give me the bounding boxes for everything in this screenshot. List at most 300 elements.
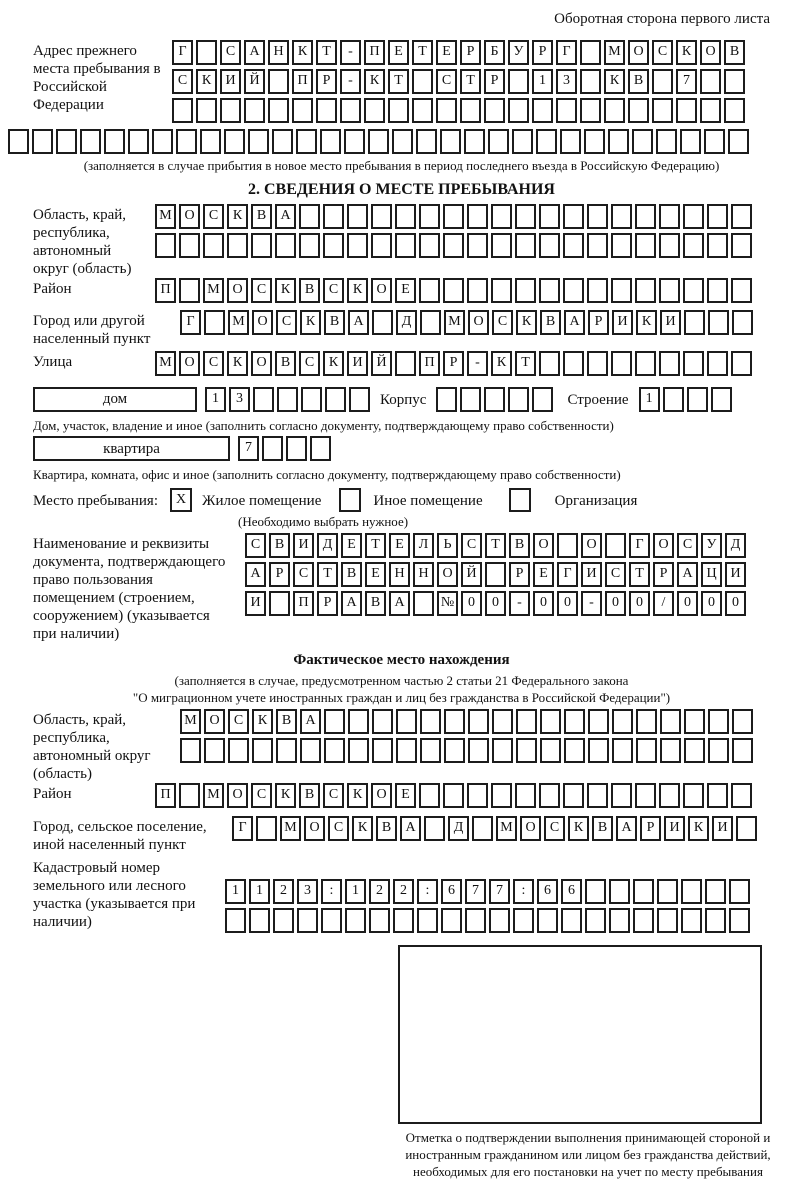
char-cell	[395, 204, 416, 229]
char-cell	[301, 387, 322, 412]
kvartira-block	[33, 436, 770, 465]
char-cell	[225, 908, 246, 933]
char-cell: С	[328, 816, 349, 841]
char-cell: :	[417, 879, 438, 904]
fact-gorod-block	[33, 816, 770, 854]
char-cell	[612, 709, 633, 734]
char-cell	[636, 738, 657, 763]
char-cell: К	[275, 783, 296, 808]
char-cell	[256, 816, 277, 841]
char-cell: К	[292, 40, 313, 65]
char-cell: Е	[389, 533, 410, 558]
gorod-block	[33, 310, 770, 348]
char-cell	[564, 709, 585, 734]
char-cell	[395, 351, 416, 376]
char-cell: В	[269, 533, 290, 558]
fact-oblast-block	[33, 709, 770, 783]
stamp-area	[398, 945, 762, 1124]
char-cell	[732, 738, 753, 763]
char-cell: 6	[441, 879, 462, 904]
char-cell: Й	[461, 562, 482, 587]
char-cell: 1	[532, 69, 553, 94]
char-cell	[540, 709, 561, 734]
char-cell	[632, 129, 653, 154]
char-cell	[424, 816, 445, 841]
char-cell: Н	[268, 40, 289, 65]
char-cell	[657, 908, 678, 933]
char-cell: Г	[629, 533, 650, 558]
dom-note: Дом, участок, владение и иное (заполнить согласно документу, подтверждающему право собственности)	[33, 417, 614, 433]
char-cell	[436, 387, 457, 412]
char-cell	[176, 129, 197, 154]
char-cell	[371, 204, 392, 229]
char-cell	[580, 40, 601, 65]
char-cell	[272, 129, 293, 154]
char-cell: И	[581, 562, 602, 587]
char-cell	[492, 738, 513, 763]
char-cell: :	[321, 879, 342, 904]
char-cell: В	[724, 40, 745, 65]
char-cell: Й	[244, 69, 265, 94]
char-cell: К	[227, 351, 248, 376]
gorod-row	[180, 310, 753, 335]
char-cell: Р	[460, 40, 481, 65]
char-cell	[724, 69, 745, 94]
char-cell	[484, 387, 505, 412]
char-cell	[659, 783, 680, 808]
char-cell	[539, 233, 560, 258]
char-cell: А	[245, 562, 266, 587]
char-cell: 3	[229, 387, 250, 412]
char-cell	[8, 129, 29, 154]
char-cell	[413, 591, 434, 616]
char-cell	[508, 69, 529, 94]
char-cell	[605, 533, 626, 558]
char-cell: Т	[317, 562, 338, 587]
fact-raion-label: Район	[33, 785, 72, 802]
char-cell	[269, 591, 290, 616]
char-cell	[179, 278, 200, 303]
char-cell	[372, 709, 393, 734]
char-cell	[468, 709, 489, 734]
char-cell: П	[292, 69, 313, 94]
char-cell	[563, 204, 584, 229]
char-cell: К	[252, 709, 273, 734]
char-cell	[200, 129, 221, 154]
oblast-block	[33, 204, 770, 278]
char-cell	[563, 233, 584, 258]
char-cell	[296, 129, 317, 154]
char-cell: П	[364, 40, 385, 65]
dom-box-label: дом	[33, 387, 197, 412]
checkbox-zhiloe[interactable]: X	[170, 488, 192, 512]
korpus-label: Корпус	[380, 391, 427, 408]
fact-oblast-row-1	[180, 709, 753, 734]
char-cell: 0	[485, 591, 506, 616]
char-cell	[440, 129, 461, 154]
char-cell: Р	[588, 310, 609, 335]
char-cell: Г	[232, 816, 253, 841]
char-cell	[321, 908, 342, 933]
char-cell	[584, 129, 605, 154]
oblast-row-1	[155, 204, 752, 229]
kadastr-rows	[225, 879, 750, 937]
kadastr-row-1	[225, 879, 750, 904]
char-cell: Т	[388, 69, 409, 94]
char-cell	[80, 129, 101, 154]
fact-gorod-row	[232, 816, 757, 841]
char-cell	[276, 738, 297, 763]
char-cell: С	[203, 351, 224, 376]
prev-address-row-3	[172, 98, 745, 123]
char-cell: О	[179, 204, 200, 229]
char-cell	[563, 783, 584, 808]
char-cell	[561, 908, 582, 933]
char-cell	[660, 738, 681, 763]
char-cell: У	[508, 40, 529, 65]
char-cell: К	[516, 310, 537, 335]
char-cell	[419, 233, 440, 258]
char-cell	[731, 233, 752, 258]
char-cell: С	[605, 562, 626, 587]
char-cell: О	[371, 783, 392, 808]
char-cell	[707, 351, 728, 376]
char-cell	[560, 129, 581, 154]
char-cell: -	[581, 591, 602, 616]
char-cell	[323, 204, 344, 229]
char-cell	[556, 98, 577, 123]
char-cell	[32, 129, 53, 154]
prev-address-row-1	[172, 40, 745, 65]
oblast-row-2	[155, 233, 752, 258]
char-cell: У	[701, 533, 722, 558]
char-cell	[348, 709, 369, 734]
char-cell	[728, 129, 749, 154]
char-cell: О	[179, 351, 200, 376]
char-cell	[489, 908, 510, 933]
char-cell	[705, 908, 726, 933]
char-cell	[349, 387, 370, 412]
char-cell	[420, 738, 441, 763]
char-cell	[515, 783, 536, 808]
char-cell	[539, 204, 560, 229]
char-cell: К	[347, 278, 368, 303]
char-cell	[681, 908, 702, 933]
char-cell: В	[276, 709, 297, 734]
char-cell: Р	[443, 351, 464, 376]
char-cell	[492, 709, 513, 734]
dom-block	[33, 387, 770, 416]
fact-raion-block	[33, 783, 770, 812]
char-cell: К	[364, 69, 385, 94]
char-cell	[472, 816, 493, 841]
char-cell	[204, 310, 225, 335]
char-cell	[708, 738, 729, 763]
char-cell	[268, 69, 289, 94]
char-cell	[635, 278, 656, 303]
prev-address-label: Адрес прежнего места пребывания в Российской Федерации	[33, 43, 161, 113]
char-cell: А	[389, 591, 410, 616]
char-cell	[609, 879, 630, 904]
char-cell: К	[636, 310, 657, 335]
char-cell: И	[293, 533, 314, 558]
char-cell	[659, 351, 680, 376]
char-cell	[128, 129, 149, 154]
char-cell: С	[172, 69, 193, 94]
char-cell: П	[155, 278, 176, 303]
fact-note-1: (заполняется в случае, предусмотренном частью 2 статьи 21 Федерального закона	[174, 672, 629, 688]
char-cell	[224, 129, 245, 154]
char-cell	[393, 908, 414, 933]
char-cell	[513, 908, 534, 933]
char-cell	[300, 738, 321, 763]
char-cell	[539, 783, 560, 808]
char-cell	[204, 738, 225, 763]
char-cell	[508, 387, 529, 412]
char-cell	[323, 233, 344, 258]
char-cell	[417, 908, 438, 933]
char-cell	[663, 387, 684, 412]
doc-row-3	[245, 591, 746, 616]
char-cell	[611, 351, 632, 376]
kadastr-row-2	[225, 908, 750, 933]
char-cell	[412, 98, 433, 123]
char-cell	[636, 709, 657, 734]
raion-row	[155, 278, 752, 303]
char-cell: В	[251, 204, 272, 229]
char-cell: О	[700, 40, 721, 65]
char-cell	[392, 129, 413, 154]
char-cell: О	[533, 533, 554, 558]
char-cell: И	[660, 310, 681, 335]
char-cell	[388, 98, 409, 123]
char-cell	[588, 738, 609, 763]
char-cell	[485, 562, 506, 587]
char-cell: Г	[557, 562, 578, 587]
char-cell	[416, 129, 437, 154]
char-cell: 1	[639, 387, 660, 412]
char-cell: Д	[725, 533, 746, 558]
char-cell: А	[616, 816, 637, 841]
char-cell: 0	[701, 591, 722, 616]
char-cell	[324, 709, 345, 734]
char-cell: Ь	[437, 533, 458, 558]
mesto-option-inoe-label: Иное помещение	[373, 492, 483, 509]
char-cell: :	[513, 879, 534, 904]
char-cell: 0	[557, 591, 578, 616]
char-cell: С	[245, 533, 266, 558]
char-cell	[340, 98, 361, 123]
char-cell: Р	[509, 562, 530, 587]
doc-rows	[245, 533, 746, 620]
char-cell	[635, 233, 656, 258]
prev-address-note: (заполняется в случае прибытия в новое место пребывания в период последнего въезда в Российскую Федерацию)	[83, 158, 720, 173]
char-cell: В	[365, 591, 386, 616]
char-cell	[228, 738, 249, 763]
char-cell: Д	[317, 533, 338, 558]
char-cell	[684, 310, 705, 335]
char-cell	[436, 98, 457, 123]
prev-address-row-2	[172, 69, 745, 94]
char-cell: Г	[556, 40, 577, 65]
char-cell	[700, 98, 721, 123]
char-cell	[676, 98, 697, 123]
char-cell	[684, 709, 705, 734]
char-cell	[683, 278, 704, 303]
char-cell	[152, 129, 173, 154]
char-cell: И	[347, 351, 368, 376]
kadastr-label: Кадастровый номер земельного или лесного участка (указывается при наличии)	[33, 859, 196, 930]
char-cell	[227, 233, 248, 258]
char-cell: А	[677, 562, 698, 587]
char-cell: П	[419, 351, 440, 376]
checkbox-inoe[interactable]	[339, 488, 361, 512]
char-cell	[652, 98, 673, 123]
char-cell: С	[461, 533, 482, 558]
char-cell	[608, 129, 629, 154]
char-cell: Р	[640, 816, 661, 841]
char-cell: 1	[205, 387, 226, 412]
char-cell	[557, 533, 578, 558]
doc-row-1	[245, 533, 746, 558]
char-cell	[707, 783, 728, 808]
fact-oblast-rows	[180, 709, 753, 767]
char-cell	[732, 310, 753, 335]
char-cell	[244, 98, 265, 123]
char-cell: -	[467, 351, 488, 376]
char-cell: 1	[345, 879, 366, 904]
char-cell: С	[323, 278, 344, 303]
mesto-option-zhiloe-label: Жилое помещение	[202, 492, 322, 509]
char-cell: П	[155, 783, 176, 808]
char-cell	[540, 738, 561, 763]
char-cell: 6	[561, 879, 582, 904]
char-cell	[56, 129, 77, 154]
char-cell	[536, 129, 557, 154]
char-cell	[299, 204, 320, 229]
char-cell: 3	[297, 879, 318, 904]
fact-title: Фактическое место нахождения	[293, 651, 510, 668]
char-cell: Н	[413, 562, 434, 587]
char-cell	[515, 278, 536, 303]
char-cell	[444, 738, 465, 763]
char-cell	[104, 129, 125, 154]
char-cell	[396, 709, 417, 734]
char-cell: Й	[371, 351, 392, 376]
char-cell	[347, 233, 368, 258]
char-cell: Д	[448, 816, 469, 841]
gorod-label: Город или другой населенный пункт	[33, 312, 151, 347]
mesto-option-organizatsiya-label: Организация	[554, 492, 638, 509]
char-cell: 0	[725, 591, 746, 616]
char-cell: Т	[412, 40, 433, 65]
char-cell	[633, 879, 654, 904]
char-cell: К	[347, 783, 368, 808]
char-cell: О	[628, 40, 649, 65]
char-cell	[364, 98, 385, 123]
fact-gorod-label: Город, сельское поселение, иной населенный пункт	[33, 818, 207, 853]
prev-address-row-4	[8, 129, 770, 154]
char-cell	[587, 204, 608, 229]
char-cell	[708, 709, 729, 734]
char-cell	[515, 233, 536, 258]
char-cell	[292, 98, 313, 123]
char-cell	[564, 738, 585, 763]
char-cell: М	[180, 709, 201, 734]
char-cell: С	[677, 533, 698, 558]
char-cell: П	[293, 591, 314, 616]
char-cell	[467, 783, 488, 808]
fact-oblast-label: Область, край, республика, автономный округ (область)	[33, 711, 151, 782]
char-cell: С	[492, 310, 513, 335]
char-cell	[731, 204, 752, 229]
char-cell: А	[400, 816, 421, 841]
doc-row-2	[245, 562, 746, 587]
kvartira-box-label: квартира	[33, 436, 230, 461]
char-cell: А	[564, 310, 585, 335]
char-cell: Т	[515, 351, 536, 376]
char-cell: С	[276, 310, 297, 335]
checkbox-organizatsiya[interactable]	[509, 488, 531, 512]
char-cell: Т	[485, 533, 506, 558]
char-cell: И	[725, 562, 746, 587]
char-cell	[683, 204, 704, 229]
char-cell	[484, 98, 505, 123]
char-cell	[464, 129, 485, 154]
char-cell: К	[491, 351, 512, 376]
mesto-note: (Необходимо выбрать нужное)	[238, 513, 409, 529]
char-cell: Л	[413, 533, 434, 558]
char-cell	[273, 908, 294, 933]
char-cell	[611, 233, 632, 258]
char-cell	[707, 278, 728, 303]
char-cell: Н	[389, 562, 410, 587]
char-cell	[635, 783, 656, 808]
char-cell: О	[204, 709, 225, 734]
stroenie-row	[639, 387, 732, 412]
char-cell	[681, 879, 702, 904]
char-cell	[251, 233, 272, 258]
char-cell: Р	[317, 591, 338, 616]
char-cell: Т	[316, 40, 337, 65]
char-cell	[736, 816, 757, 841]
char-cell	[563, 351, 584, 376]
char-cell: С	[228, 709, 249, 734]
char-cell	[708, 310, 729, 335]
char-cell	[635, 351, 656, 376]
doc-label: Наименование и реквизиты документа, подтверждающего право пользования помещением (строением, сооружением) (указывается при наличии)	[33, 535, 226, 642]
char-cell	[731, 783, 752, 808]
char-cell	[460, 98, 481, 123]
char-cell	[444, 709, 465, 734]
fact-oblast-row-2	[180, 738, 753, 763]
char-cell: О	[227, 278, 248, 303]
char-cell: -	[340, 40, 361, 65]
char-cell	[420, 709, 441, 734]
char-cell: С	[299, 351, 320, 376]
char-cell: О	[252, 310, 273, 335]
char-cell	[419, 204, 440, 229]
char-cell: 0	[629, 591, 650, 616]
char-cell: С	[323, 783, 344, 808]
char-cell: 6	[537, 879, 558, 904]
raion-block	[33, 278, 770, 307]
ulitsa-block	[33, 351, 770, 380]
page-header-note: Оборотная сторона первого листа	[554, 11, 770, 27]
char-cell: -	[509, 591, 530, 616]
char-cell	[412, 69, 433, 94]
char-cell: К	[196, 69, 217, 94]
